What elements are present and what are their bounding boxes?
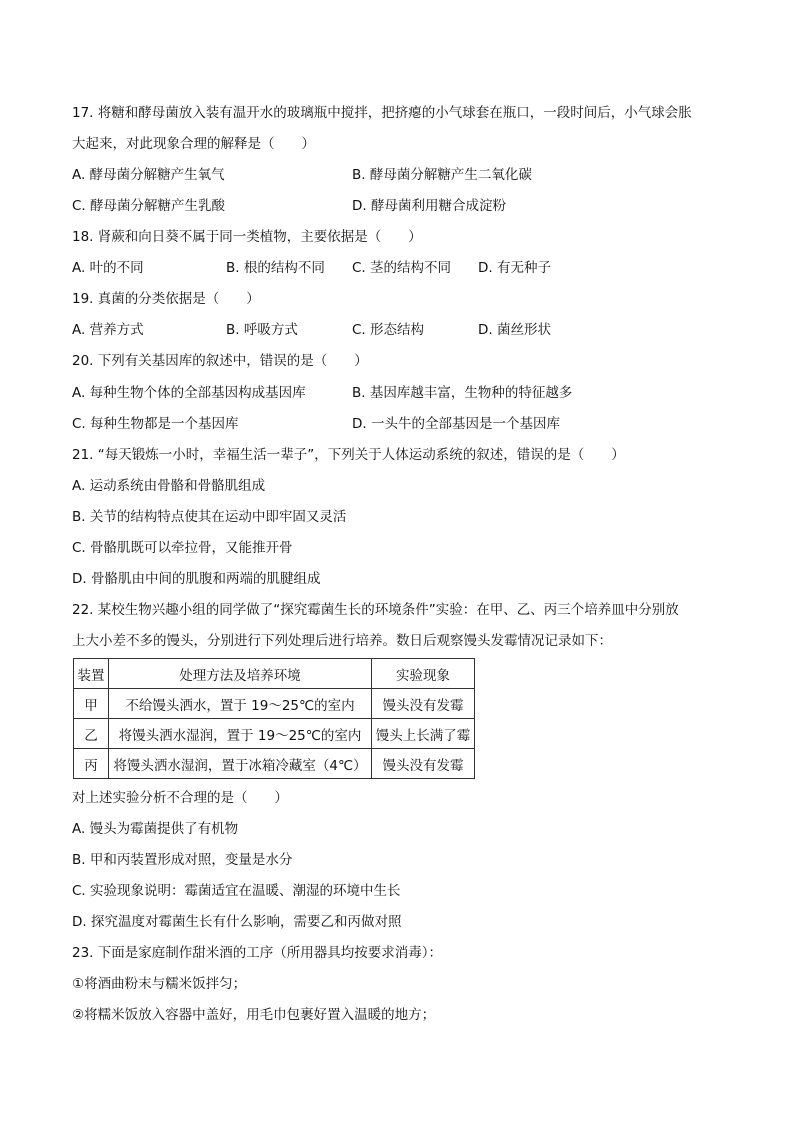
q18-stem: 18. 肾蕨和向日葵不属于同一类植物，主要依据是（ ） <box>72 229 422 245</box>
q22-stem-line1: 22. 某校生物兴趣小组的同学做了“探究霉菌生长的环境条件”实验：在甲、乙、丙三个培养皿中分别放 <box>72 602 679 618</box>
q22-option-c: C. 实验现象说明：霉菌适宜在温暖、潮湿的环境中生长 <box>72 883 401 899</box>
table-cell: 馒头没有发霉 <box>372 749 475 779</box>
q23-stem: 23. 下面是家庭制作甜米酒的工序（所用器具均按要求消毒）： <box>72 945 443 961</box>
q18-option-d: D. 有无种子 <box>478 260 551 276</box>
table-header-cell: 实验现象 <box>372 659 475 689</box>
q23-step-1: ①将酒曲粉末与糯米饭拌匀； <box>72 976 247 992</box>
q21-option-a: A. 运动系统由骨骼和骨骼肌组成 <box>72 478 266 494</box>
q22-option-d: D. 探究温度对霉菌生长有什么影响，需要乙和丙做对照 <box>72 914 402 930</box>
q20-option-a: A. 每种生物个体的全部基因构成基因库 <box>72 385 306 401</box>
table-header-row <box>74 659 475 689</box>
q21-option-b: B. 关节的结构特点使其在运动中即牢固又灵活 <box>72 509 347 525</box>
q18-option-c: C. 茎的结构不同 <box>352 260 452 276</box>
table-cell: 将馒头洒水湿润，置于 19～25℃的室内 <box>109 719 372 749</box>
q17-stem-line1: 17. 将糖和酵母菌放入装有温开水的玻璃瓶中搅拌，把挤瘪的小气球套在瓶口，一段时间后，小气球会胀 <box>72 105 692 121</box>
table-cell: 馒头没有发霉 <box>372 689 475 719</box>
table-row <box>74 689 475 719</box>
table-row <box>74 719 475 749</box>
q18-option-b: B. 根的结构不同 <box>226 260 325 276</box>
q21-stem: 21. “每天锻炼一小时，幸福生活一辈子”，下列关于人体运动系统的叙述，错误的是（ ） <box>72 447 625 463</box>
q19-stem: 19. 真菌的分类依据是（ ） <box>72 291 260 307</box>
q19-option-a: A. 营养方式 <box>72 322 144 338</box>
experiment-table <box>73 658 475 779</box>
q17-option-d: D. 酵母菌利用糖合成淀粉 <box>352 198 506 214</box>
table-cell: 甲 <box>74 689 109 719</box>
q21-option-d: D. 骨骼肌由中间的肌腹和两端的肌腱组成 <box>72 571 321 587</box>
q20-option-c: C. 每种生物都是一个基因库 <box>72 416 239 432</box>
table-cell: 乙 <box>74 719 109 749</box>
table-cell: 馒头上长满了霉 <box>372 719 475 749</box>
q22-option-a: A. 馒头为霉菌提供了有机物 <box>72 821 239 837</box>
q22-ask: 对上述实验分析不合理的是（ ） <box>72 790 288 806</box>
q17-option-a: A. 酵母菌分解糖产生氧气 <box>72 167 225 183</box>
table-cell: 不给馒头洒水，置于 19～25℃的室内 <box>109 689 372 719</box>
q20-option-d: D. 一头牛的全部基因是一个基因库 <box>352 416 560 432</box>
q20-stem: 20. 下列有关基因库的叙述中，错误的是（ ） <box>72 353 368 369</box>
q18-option-a: A. 叶的不同 <box>72 260 144 276</box>
table-header-cell: 处理方法及培养环境 <box>109 659 372 689</box>
q17-option-c: C. 酵母菌分解糖产生乳酸 <box>72 198 226 214</box>
table-header-cell: 装置 <box>74 659 109 689</box>
q22-option-b: B. 甲和丙装置形成对照，变量是水分 <box>72 852 293 868</box>
q19-option-b: B. 呼吸方式 <box>226 322 298 338</box>
q17-option-b: B. 酵母菌分解糖产生二氧化碳 <box>352 167 532 183</box>
q17-stem-line2: 大起来，对此现象合理的解释是（ ） <box>72 136 315 152</box>
table-cell: 将馒头洒水湿润，置于冰箱冷藏室（4℃） <box>109 749 372 779</box>
q19-option-d: D. 菌丝形状 <box>478 322 551 338</box>
table-row <box>74 749 475 779</box>
q22-stem-line2: 上大小差不多的馒头，分别进行下列处理后进行培养。数日后观察馒头发霉情况记录如下： <box>72 633 612 649</box>
table-cell: 丙 <box>74 749 109 779</box>
q19-option-c: C. 形态结构 <box>352 322 425 338</box>
q21-option-c: C. 骨骼肌既可以牵拉骨，又能推开骨 <box>72 540 293 556</box>
q23-step-2: ②将糯米饭放入容器中盖好，用毛巾包裹好置入温暖的地方； <box>72 1007 436 1023</box>
q20-option-b: B. 基因库越丰富，生物种的特征越多 <box>352 385 573 401</box>
